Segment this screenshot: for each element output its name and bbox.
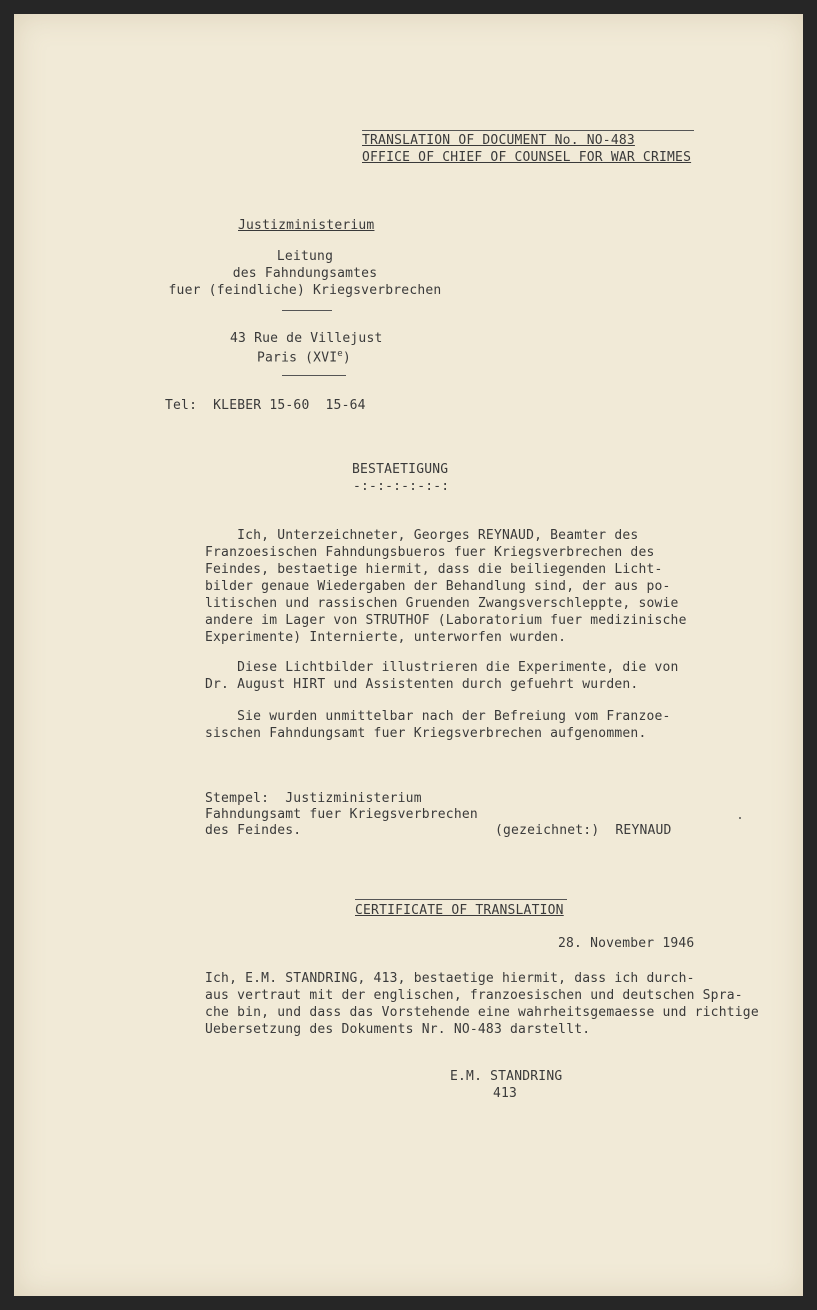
- paragraph-line: bilder genaue Wiedergaben der Behandlung sind, der aus po-: [205, 579, 671, 594]
- stamp-line: Stempel: Justizministerium: [205, 791, 422, 806]
- certificate-title: CERTIFICATE OF TRANSLATION: [355, 903, 564, 918]
- letterhead-ministry: Justizministerium: [238, 218, 375, 233]
- document-page: [14, 14, 803, 1296]
- paragraph-line: litischen und rassischen Gruenden Zwangsverschleppte, sowie: [205, 596, 679, 611]
- certificate-line: aus vertraut mit der englischen, franzoesischen und deutschen Spra-: [205, 988, 743, 1003]
- letterhead-line3: fuer (feindliche) Kriegsverbrechen: [168, 283, 442, 298]
- paragraph-line: andere im Lager von STRUTHOF (Laboratorium fuer medizinische: [205, 613, 687, 628]
- stamp-line: des Feindes.: [205, 823, 302, 838]
- paragraph-line: Sie wurden unmittelbar nach der Befreiung vom Franzoe-: [205, 709, 671, 724]
- header-rule: [362, 130, 694, 131]
- office-line: OFFICE OF CHIEF OF COUNSEL FOR WAR CRIMES: [362, 150, 692, 165]
- paragraph-line: Experimente) Internierte, unterworfen wurden.: [205, 630, 567, 645]
- document-title: BESTAETIGUNG: [352, 462, 449, 477]
- signature: (gezeichnet:) REYNAUD: [495, 823, 672, 838]
- letterhead-divider: [282, 310, 332, 311]
- letterhead-divider-2: [282, 375, 346, 376]
- paragraph-line: Diese Lichtbilder illustrieren die Experimente, die von: [205, 660, 679, 675]
- signer-name: E.M. STANDRING: [450, 1069, 563, 1084]
- certificate-line: Uebersetzung des Dokuments Nr. NO-483 darstellt.: [205, 1022, 591, 1037]
- letterhead-line2: des Fahndungsamtes: [232, 266, 378, 281]
- letterhead-tel: Tel: KLEBER 15-60 15-64: [165, 398, 366, 413]
- title-ornament: -:-:-:-:-:-:: [353, 479, 450, 494]
- stamp-line: Fahndungsamt fuer Kriegsverbrechen: [205, 807, 478, 822]
- signer-number: 413: [493, 1086, 518, 1101]
- paragraph-line: Ich, Unterzeichneter, Georges REYNAUD, Beamter des: [205, 528, 639, 543]
- paragraph-line: Feindes, bestaetige hiermit, dass die beiliegenden Licht-: [205, 562, 663, 577]
- certificate-date: 28. November 1946: [558, 936, 695, 951]
- paragraph-line: Franzoesischen Fahndungsbueros fuer Kriegsverbrechen des: [205, 545, 655, 560]
- letterhead-address1: 43 Rue de Villejust: [230, 331, 383, 346]
- paragraph-line: Dr. August HIRT und Assistenten durch gefuehrt wurden.: [205, 677, 639, 692]
- certificate-rule: [355, 899, 567, 900]
- paragraph-line: sischen Fahndungsamt fuer Kriegsverbrechen aufgenommen.: [205, 726, 647, 741]
- letterhead-address2: Paris (XVIe): [257, 349, 351, 366]
- certificate-line: Ich, E.M. STANDRING, 413, bestaetige hiermit, dass ich durch-: [205, 971, 695, 986]
- translation-line: TRANSLATION OF DOCUMENT No. NO-483: [362, 133, 635, 148]
- ink-speck: [739, 817, 741, 819]
- certificate-line: che bin, und dass das Vorstehende eine wahrheitsgemaesse und richtige: [205, 1005, 759, 1020]
- letterhead-line1: Leitung: [276, 249, 334, 264]
